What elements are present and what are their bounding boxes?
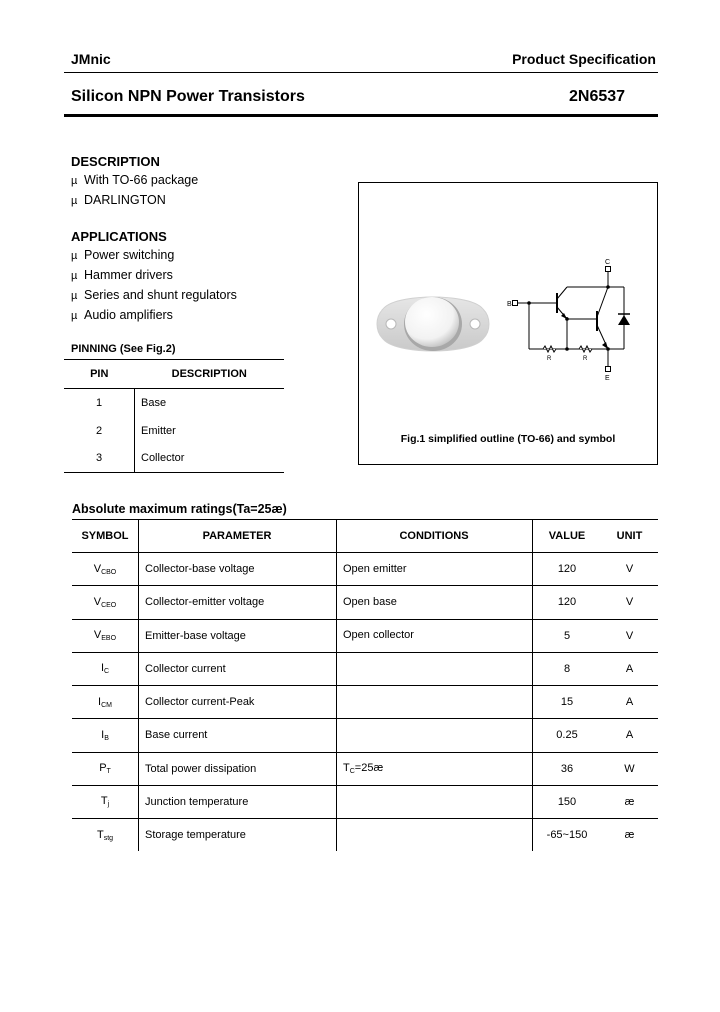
symbol-letter: T — [100, 795, 108, 808]
parameter-cell: Total power dissipation — [139, 752, 337, 785]
unit-cell: A — [625, 696, 634, 709]
resistor-label-r1: R — [547, 356, 552, 362]
conditions-cell — [337, 553, 533, 586]
parameter-cell: Emitter-base voltage — [139, 619, 337, 652]
bullet-mark: µ — [71, 195, 78, 207]
symbol-letter: V — [93, 595, 102, 608]
symbol-subscript: T — [106, 768, 111, 776]
parameter-cell: Collector current-Peak — [139, 686, 337, 719]
column-header-unit: UNIT — [616, 530, 643, 542]
parameter-cell: Junction temperature — [139, 785, 337, 818]
symbol-letter: P — [99, 762, 107, 775]
symbol-cell — [72, 719, 139, 752]
description-heading: DESCRIPTION — [71, 154, 160, 169]
table-row — [72, 686, 658, 719]
table-row — [64, 389, 284, 417]
description-list — [71, 171, 198, 211]
table-row — [72, 553, 658, 586]
table-row — [64, 444, 284, 472]
unit-cell: A — [625, 729, 634, 742]
list-item: µ Audio amplifiers — [71, 306, 237, 326]
pin-number: 2 — [64, 417, 135, 445]
symbol-subscript: CEO — [101, 601, 117, 609]
terminal-label-e: E — [605, 375, 610, 382]
ratings-heading: Absolute maximum ratings(Ta=25æ) — [72, 502, 287, 516]
bullet-mark: µ — [71, 290, 78, 302]
parameter-cell: Collector-emitter voltage — [139, 586, 337, 619]
product-title: Silicon NPN Power Transistors — [71, 88, 305, 105]
symbol-letter: T — [96, 828, 104, 841]
unit-cell: æ — [624, 829, 635, 842]
list-item: µ Power switching — [71, 246, 237, 266]
conditions-cell — [337, 586, 533, 619]
pinning-table — [64, 359, 284, 473]
bullet-mark: µ — [71, 270, 78, 282]
unit-cell: V — [625, 596, 634, 609]
table-row — [72, 785, 658, 818]
table-row — [72, 719, 658, 752]
company-name: JMnic — [71, 51, 111, 67]
symbol-cell — [72, 819, 139, 852]
table-row — [64, 417, 284, 445]
unit-cell: A — [625, 662, 634, 675]
table-row — [72, 619, 658, 652]
symbol-subscript: CBO — [101, 568, 117, 576]
symbol-subscript: B — [104, 734, 109, 742]
value-cell: 5 — [563, 629, 571, 642]
darlington-schematic-symbol — [507, 259, 637, 383]
symbol-cell — [72, 652, 139, 685]
condition-text: Open collector — [343, 629, 414, 642]
header-rule-thick — [64, 114, 658, 117]
pin-number: 1 — [64, 389, 135, 417]
list-item: µ With TO-66 package — [71, 171, 198, 191]
column-header-parameter: PARAMETER — [139, 520, 337, 553]
symbol-cell — [72, 586, 139, 619]
symbol-letter: V — [93, 562, 102, 575]
pin-description: Collector — [141, 452, 185, 465]
figure-box — [358, 182, 658, 465]
column-header-value: VALUE — [548, 530, 586, 542]
figure-caption: Fig.1 simplified outline (TO-66) and symbol — [400, 433, 616, 445]
condition-text: T — [343, 762, 350, 775]
to66-package-image — [369, 289, 497, 359]
column-header-pin: PIN — [90, 368, 109, 380]
condition-text: Open base — [343, 595, 397, 608]
symbol-cell — [72, 752, 139, 785]
list-item: µ Series and shunt regulators — [71, 286, 237, 306]
table-row — [72, 586, 658, 619]
pin-number: 3 — [64, 444, 135, 472]
value-cell: 15 — [560, 696, 574, 709]
symbol-letter: V — [93, 629, 102, 642]
value-cell: 36 — [560, 762, 574, 775]
ratings-table-body — [72, 553, 658, 852]
symbol-letter: I — [100, 662, 104, 675]
conditions-cell — [337, 785, 533, 818]
conditions-cell — [337, 686, 533, 719]
table-row — [72, 752, 658, 785]
table-header-row — [64, 360, 284, 389]
value-cell: 0.25 — [556, 729, 578, 742]
unit-cell: V — [625, 563, 634, 576]
symbol-cell — [72, 619, 139, 652]
applications-heading: APPLICATIONS — [71, 229, 167, 244]
bullet-mark: µ — [71, 175, 78, 187]
symbol-subscript: stg — [103, 834, 114, 842]
resistor-label-r2: R — [583, 356, 588, 362]
parameter-cell: Collector-base voltage — [139, 553, 337, 586]
table-row — [72, 819, 658, 852]
list-item: µ DARLINGTON — [71, 191, 198, 211]
table-header-row — [72, 520, 658, 553]
conditions-cell — [337, 819, 533, 852]
conditions-cell — [337, 719, 533, 752]
column-header-symbol: SYMBOL — [72, 520, 139, 553]
parameter-cell: Base current — [139, 719, 337, 752]
document-type: Product Specification — [512, 51, 656, 67]
unit-cell: W — [624, 762, 635, 775]
unit-cell: V — [625, 629, 634, 642]
header-rule-thin — [64, 72, 658, 73]
symbol-cell — [72, 785, 139, 818]
terminal-label-c: C — [605, 259, 611, 266]
symbol-cell — [72, 686, 139, 719]
value-cell: 120 — [557, 596, 577, 609]
condition-subscript: C — [349, 768, 355, 776]
bullet-mark: µ — [71, 250, 78, 262]
list-item: µ Hammer drivers — [71, 266, 237, 286]
parameter-cell: Collector current — [139, 652, 337, 685]
ratings-table — [72, 519, 658, 851]
condition-text: Open emitter — [343, 562, 407, 575]
value-cell: 150 — [557, 795, 577, 808]
terminal-label-b: B — [507, 301, 512, 308]
pin-description: Emitter — [141, 424, 176, 437]
symbol-subscript: EBO — [101, 635, 117, 643]
conditions-cell — [337, 652, 533, 685]
column-header-conditions: CONDITIONS — [337, 520, 533, 553]
symbol-subscript: C — [104, 668, 110, 676]
applications-list — [71, 246, 237, 326]
value-cell: 8 — [563, 662, 571, 675]
unit-cell: æ — [624, 795, 635, 808]
symbol-subscript: CM — [101, 701, 112, 709]
symbol-letter: I — [101, 728, 105, 741]
value-cell: -65~150 — [546, 829, 588, 842]
table-row — [72, 652, 658, 685]
column-header-description: DESCRIPTION — [171, 368, 247, 380]
condition-tail: =25æ — [354, 762, 384, 775]
symbol-subscript: j — [107, 801, 110, 809]
pin-description: Base — [141, 396, 167, 409]
part-number: 2N6537 — [569, 88, 626, 105]
value-cell: 120 — [557, 563, 577, 576]
conditions-cell — [337, 619, 533, 652]
symbol-cell — [72, 553, 139, 586]
symbol-letter: I — [98, 695, 102, 708]
bullet-mark: µ — [71, 310, 78, 322]
pinning-heading: PINNING (See Fig.2) — [71, 343, 176, 355]
conditions-cell — [337, 752, 533, 785]
parameter-cell: Storage temperature — [139, 819, 337, 852]
